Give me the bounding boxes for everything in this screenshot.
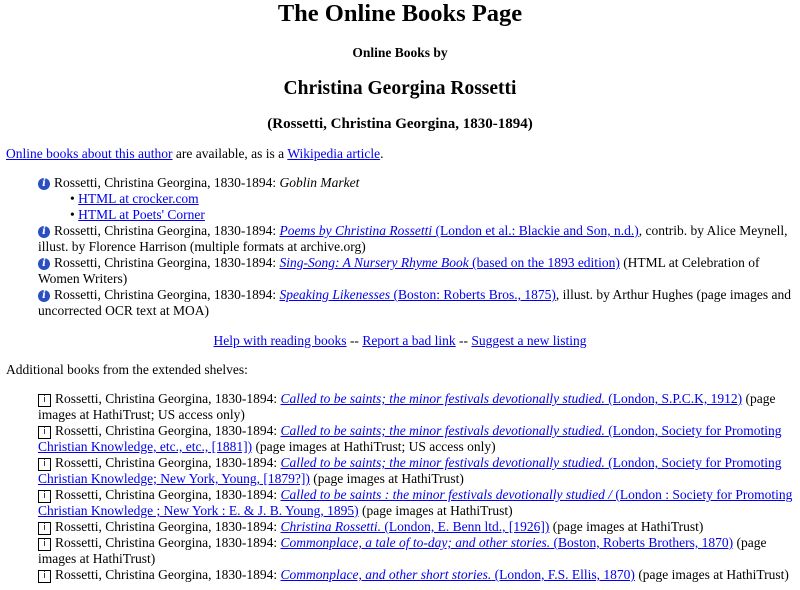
- book-title: Called to be saints : the minor festivals devotionally studied /: [280, 487, 612, 502]
- book-imprint: (based on the 1893 edition): [468, 255, 620, 270]
- separator: --: [455, 333, 472, 348]
- book-note: (page images at HathiTrust): [549, 519, 704, 534]
- book-author: Rossetti, Christina Georgina, 1830-1894:: [55, 487, 281, 502]
- hathi-info-icon[interactable]: i: [38, 394, 51, 407]
- format-link[interactable]: HTML at Poets' Corner: [78, 207, 205, 222]
- book-entry: [38, 175, 798, 223]
- book-title: Called to be saints; the minor festivals devotionally studied.: [280, 391, 605, 406]
- book-link[interactable]: [281, 567, 635, 582]
- author-name: Christina Georgina Rossetti: [283, 78, 517, 99]
- book-title: Commonplace, a tale of to-day; and other stories.: [280, 535, 551, 550]
- extended-shelves-label: Additional books from the extended shelves:: [6, 362, 248, 377]
- help-reading-link[interactable]: Help with reading books: [213, 333, 347, 348]
- format-link[interactable]: HTML at crocker.com: [78, 191, 199, 206]
- book-imprint: (London, S.P.C.K, 1912): [604, 391, 743, 406]
- book-entry: [38, 423, 800, 455]
- book-author: Rossetti, Christina Georgina, 1830-1894:: [54, 287, 280, 302]
- book-note: (page images at HathiTrust): [309, 471, 464, 486]
- book-link[interactable]: [280, 287, 556, 302]
- separator: --: [346, 333, 363, 348]
- info-icon[interactable]: i: [38, 290, 50, 302]
- format-links: • HTML at crocker.com • HTML at Poets' Corner: [70, 191, 205, 222]
- book-title: Called to be saints; the minor festivals devotionally studied.: [280, 455, 605, 470]
- book-entry: [38, 391, 800, 423]
- intro-end: .: [380, 146, 384, 161]
- book-author: Rossetti, Christina Georgina, 1830-1894:: [55, 391, 281, 406]
- book-author: Rossetti, Christina Georgina, 1830-1894:: [55, 455, 281, 470]
- book-note: (page images at HathiTrust): [634, 567, 789, 582]
- book-entry: [38, 519, 800, 535]
- book-note: , contrib. by Alice Meynell, illust. by Florence Harrison (multiple formats at archive.org): [38, 223, 788, 254]
- info-icon[interactable]: i: [38, 258, 50, 270]
- book-title: Poems by Christina Rossetti: [279, 223, 433, 238]
- book-note: (page images at HathiTrust): [358, 503, 513, 518]
- hathi-info-icon[interactable]: i: [38, 538, 51, 551]
- book-entry: [38, 535, 800, 567]
- book-note: (HTML at Celebration of Women Writers): [38, 255, 760, 286]
- book-author: Rossetti, Christina Georgina, 1830-1894:: [55, 535, 281, 550]
- primary-books-list: [38, 175, 798, 319]
- hathi-info-icon[interactable]: i: [38, 570, 51, 583]
- extended-books-list: [38, 391, 800, 583]
- book-entry: [38, 223, 798, 255]
- intro-text: are available, as is a: [172, 146, 288, 161]
- book-title: Goblin Market: [279, 175, 360, 190]
- book-entry: [38, 487, 800, 519]
- book-imprint: (London et al.: Blackie and Son, n.d.): [432, 223, 639, 238]
- book-imprint: (London, Society for Promoting Christian Knowledge, etc., etc., [1881]): [38, 423, 782, 454]
- book-imprint: (London : Society for Promoting Christian Knowledge ; New York : E. & J. B. Young, 1895): [38, 487, 793, 518]
- book-author: Rossetti, Christina Georgina, 1830-1894:: [54, 175, 280, 190]
- book-title: Christina Rossetti.: [280, 519, 382, 534]
- book-link[interactable]: [280, 223, 639, 238]
- book-author: Rossetti, Christina Georgina, 1830-1894:: [55, 567, 281, 582]
- book-author: Rossetti, Christina Georgina, 1830-1894:: [54, 223, 280, 238]
- book-imprint: (Boston: Roberts Bros., 1875): [390, 287, 556, 302]
- suggest-listing-link[interactable]: Suggest a new listing: [471, 333, 587, 348]
- book-title: Sing-Song: A Nursery Rhyme Book: [279, 255, 469, 270]
- info-icon[interactable]: i: [38, 178, 50, 190]
- info-icon[interactable]: i: [38, 226, 50, 238]
- book-author: Rossetti, Christina Georgina, 1830-1894:: [54, 255, 280, 270]
- intro-paragraph: [6, 146, 383, 162]
- book-author: Rossetti, Christina Georgina, 1830-1894:: [55, 423, 281, 438]
- book-note: (page images at HathiTrust; US access only): [252, 439, 496, 454]
- book-author: Rossetti, Christina Georgina, 1830-1894:: [55, 519, 281, 534]
- book-entry: [38, 287, 798, 319]
- book-note: , illust. by Arthur Hughes (page images and uncorrected OCR text at MOA): [38, 287, 791, 318]
- book-link[interactable]: [281, 519, 550, 534]
- site-title: The Online Books Page: [277, 0, 523, 27]
- book-link[interactable]: [280, 255, 620, 270]
- help-links: [0, 333, 800, 349]
- wikipedia-link[interactable]: Wikipedia article: [287, 146, 381, 161]
- book-link[interactable]: [281, 535, 734, 550]
- hathi-info-icon[interactable]: i: [38, 458, 51, 471]
- book-entry: [38, 255, 798, 287]
- author-alias: (Rossetti, Christina Georgina, 1830-1894): [267, 116, 533, 132]
- hathi-info-icon[interactable]: i: [38, 426, 51, 439]
- book-imprint: (Boston, Roberts Brothers, 1870): [550, 535, 734, 550]
- book-title: Commonplace, and other short stories.: [280, 567, 492, 582]
- book-entry: [38, 455, 800, 487]
- books-about-author-link[interactable]: Online books about this author: [6, 146, 173, 161]
- page-subtitle: Online Books by: [352, 45, 448, 60]
- book-imprint: (London, F.S. Ellis, 1870): [491, 567, 635, 582]
- book-title: Speaking Likenesses: [279, 287, 391, 302]
- hathi-info-icon[interactable]: i: [38, 522, 51, 535]
- book-imprint: (London, E. Benn ltd., [1926]): [381, 519, 550, 534]
- book-entry: [38, 567, 800, 583]
- book-title: Called to be saints; the minor festivals devotionally studied.: [280, 423, 605, 438]
- report-bad-link[interactable]: Report a bad link: [362, 333, 456, 348]
- book-imprint: (London, Society for Promoting Christian Knowledge; New York, Young, [1879?]): [38, 455, 782, 486]
- hathi-info-icon[interactable]: i: [38, 490, 51, 503]
- book-link[interactable]: [281, 391, 743, 406]
- book-note: (page images at HathiTrust): [38, 535, 767, 566]
- book-note: (page images at HathiTrust; US access only): [38, 391, 776, 422]
